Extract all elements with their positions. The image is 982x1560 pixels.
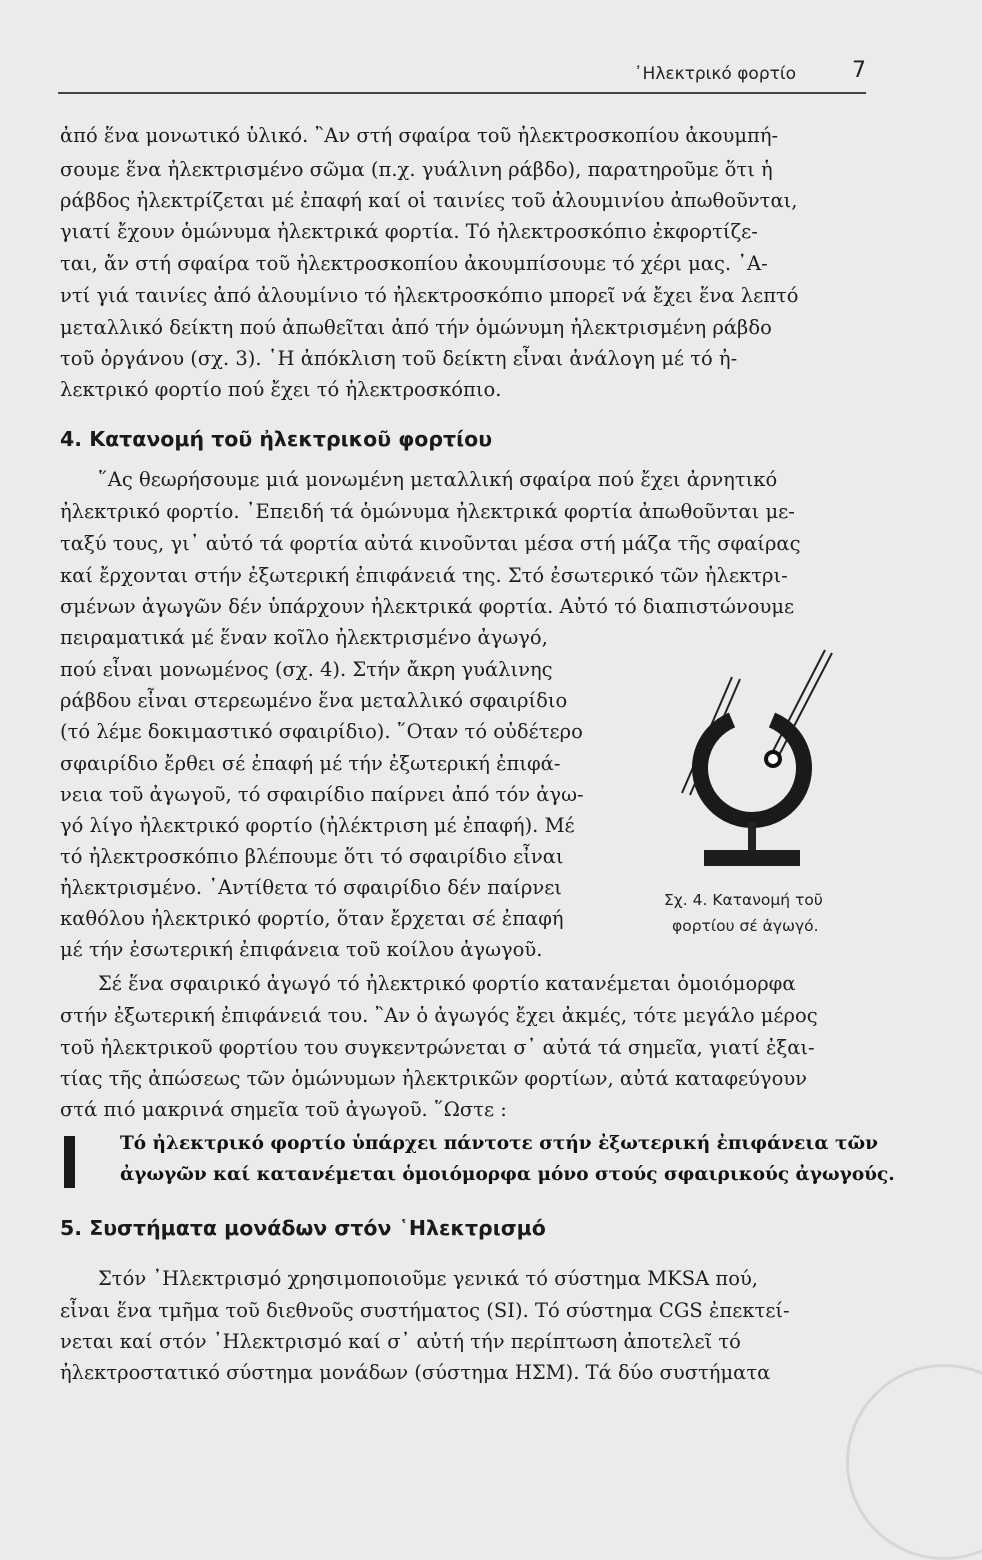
text-line: στά πιό μακρινά σημεῖα τοῦ ἀγωγοῦ. ῞Ωστε : <box>60 1098 507 1121</box>
text-line: τό ἠλεκτροσκόπιο βλέπουμε ὅτι τό σφαιρίδιο εἶναι <box>60 845 564 868</box>
figure-4-conductor-diagram <box>660 645 870 875</box>
text-line: μεταλλικό δείκτη πού ἀπωθεῖται ἀπό τήν ὁμώνυμη ἠλεκτρισμένη ράβδο <box>60 316 772 339</box>
hollow-conductor-illustration <box>660 645 870 875</box>
text-line: σουμε ἕνα ἠλεκτρισμένο σῶμα (π.χ. γυάλινη ράβδο), παρατηροῦμε ὅτι ἡ <box>60 158 773 181</box>
text-line: ἠλεκτρικό φορτίο. ᾿Επειδή τά ὁμώνυμα ἠλεκτρικά φορτία ἀπωθοῦνται με- <box>60 500 795 523</box>
text-line: ἀπό ἕνα μονωτικό ὑλικό. ῍Αν στή σφαίρα τοῦ ἠλεκτροσκοπίου ἀκουμπή- <box>60 124 779 147</box>
text-line: ἠλεκτρισμένο. ᾿Αντίθετα τό σφαιρίδιο δέν παίρνει <box>60 876 562 899</box>
text-line: μέ τήν ἐσωτερική ἐπιφάνεια τοῦ κοίλου ἀγωγοῦ. <box>60 938 543 961</box>
text-line: ταξύ τους, γι᾿ αὐτό τά φορτία αὐτά κινοῦνται μέσα στή μάζα τῆς σφαίρας <box>60 532 801 555</box>
text-line: (τό λέμε δοκιμαστικό σφαιρίδιο). ῞Οταν τό οὐδέτερο <box>60 720 583 743</box>
text-line: καθόλου ἠλεκτρικό φορτίο, ὅταν ἔρχεται σέ ἐπαφή <box>60 907 564 930</box>
insulating-stand <box>748 822 756 850</box>
rule-line: Τό ἠλεκτρικό φορτίο ὑπάρχει πάντοτε στήν ἐξωτερική ἐπιφάνεια τῶν <box>120 1133 878 1154</box>
text-line: νεια τοῦ ἀγωγοῦ, τό σφαιρίδιο παίρνει ἀπό τόν ἀγω- <box>60 783 584 806</box>
running-title: ᾿Ηλεκτρικό φορτίο <box>634 64 796 84</box>
text-line: τοῦ ἠλεκτρικοῦ φορτίου του συγκεντρώνεται σ᾿ αὐτά τά σημεῖα, γιατί ἐξαι- <box>60 1036 815 1059</box>
text-line: ται, ἄν στή σφαίρα τοῦ ἠλεκτροσκοπίου ἀκουμπίσουμε τό χέρι μας. ᾿Α- <box>60 252 768 275</box>
rule-line: ἀγωγῶν καί κατανέμεται ὁμοιόμορφα μόνο στούς σφαιρικούς ἀγωγούς. <box>120 1164 895 1185</box>
text-line: λεκτρικό φορτίο πού ἔχει τό ἠλεκτροσκόπιο. <box>60 378 502 401</box>
text-line: σφαιρίδιο ἔρθει σέ ἐπαφή μέ τήν ἐξωτερική ἐπιφά- <box>60 752 561 775</box>
section-4-heading: 4. Κατανομή τοῦ ἠλεκτρικοῦ φορτίου <box>60 427 493 451</box>
text-line: ράβδου εἶναι στερεωμένο ἕνα μεταλλικό σφαιρίδιο <box>60 689 568 712</box>
text-line: ἠλεκτροστατικό σύστημα μονάδων (σύστημα ΗΣΜ). Τά δύο συστήματα <box>60 1361 771 1384</box>
text-line: γιατί ἔχουν ὁμώνυμα ἠλεκτρικά φορτία. Τό ἠλεκτροσκόπιο ἐκφορτίζε- <box>60 220 758 243</box>
stand-base <box>704 850 800 866</box>
hollow-conductor <box>700 720 804 820</box>
text-line: πειραματικά μέ ἕναν κοῖλο ἠλεκτρισμένο ἀγωγό, <box>60 626 548 649</box>
text-line: πού εἶναι μονωμένος (σχ. 4). Στήν ἄκρη γυάλινης <box>60 658 553 681</box>
text-line: Στόν ᾿Ηλεκτρισμό χρησιμοποιοῦμε γενικά τό σύστημα MKSA πού, <box>98 1267 759 1290</box>
running-header <box>58 58 866 94</box>
library-stamp-watermark <box>846 1364 982 1560</box>
text-line: νεται καί στόν ᾿Ηλεκτρισμό καί σ᾿ αὐτή τήν περίπτωση ἀποτελεῖ τό <box>60 1330 741 1353</box>
figure-4-caption-line1: Σχ. 4. Κατανομή τοῦ <box>664 891 823 909</box>
text-line: εἶναι ἕνα τμῆμα τοῦ διεθνοῦς συστήματος (SI). Τό σύστημα CGS ἐπεκτεί- <box>60 1299 790 1322</box>
section-5-heading: 5. Συστήματα μονάδων στόν ῾Ηλεκτρισμό <box>60 1216 546 1240</box>
text-line: σμένων ἀγωγῶν δέν ὑπάρχουν ἠλεκτρικά φορτία. Αὐτό τό διαπιστώνουμε <box>60 595 795 618</box>
text-line: ντί γιά ταινίες ἀπό ἀλουμίνιο τό ἠλεκτροσκόπιο μπορεῖ νά ἔχει ἕνα λεπτό <box>60 284 799 307</box>
text-line: ράβδος ἠλεκτρίζεται μέ ἐπαφή καί οἱ ταινίες τοῦ ἀλουμινίου ἀπωθοῦνται, <box>60 189 798 212</box>
text-line: τίας τῆς ἀπώσεως τῶν ὁμώνυμων ἠλεκτρικῶν φορτίων, αὐτά καταφεύγουν <box>60 1067 808 1090</box>
text-line: ῞Ας θεωρήσουμε μιά μονωμένη μεταλλική σφαίρα πού ἔχει ἀρνητικό <box>98 468 778 491</box>
page-number: 7 <box>852 58 866 83</box>
test-sphere <box>766 752 780 766</box>
text-line: γό λίγο ἠλεκτρικό φορτίο (ἠλέκτριση μέ ἐπαφή). Μέ <box>60 814 575 837</box>
text-line: τοῦ ὀργάνου (σχ. 3). ῾Η ἀπόκλιση τοῦ δείκτη εἶναι ἀνάλογη μέ τό ἠ- <box>60 347 738 370</box>
rule-marker-bar <box>64 1136 75 1188</box>
text-line: στήν ἐξωτερική ἐπιφάνειά του. ῍Αν ὁ ἀγωγός ἔχει ἀκμές, τότε μεγάλο μέρος <box>60 1004 818 1027</box>
figure-4-caption-line2: φορτίου σέ ἀγωγό. <box>672 917 819 935</box>
text-line: καί ἔρχονται στήν ἐξωτερική ἐπιφάνειά της. Στό ἐσωτερικό τῶν ἠλεκτρι- <box>60 564 788 587</box>
text-line: Σέ ἕνα σφαιρικό ἀγωγό τό ἠλεκτρικό φορτίο κατανέμεται ὁμοιόμορφα <box>98 972 796 995</box>
